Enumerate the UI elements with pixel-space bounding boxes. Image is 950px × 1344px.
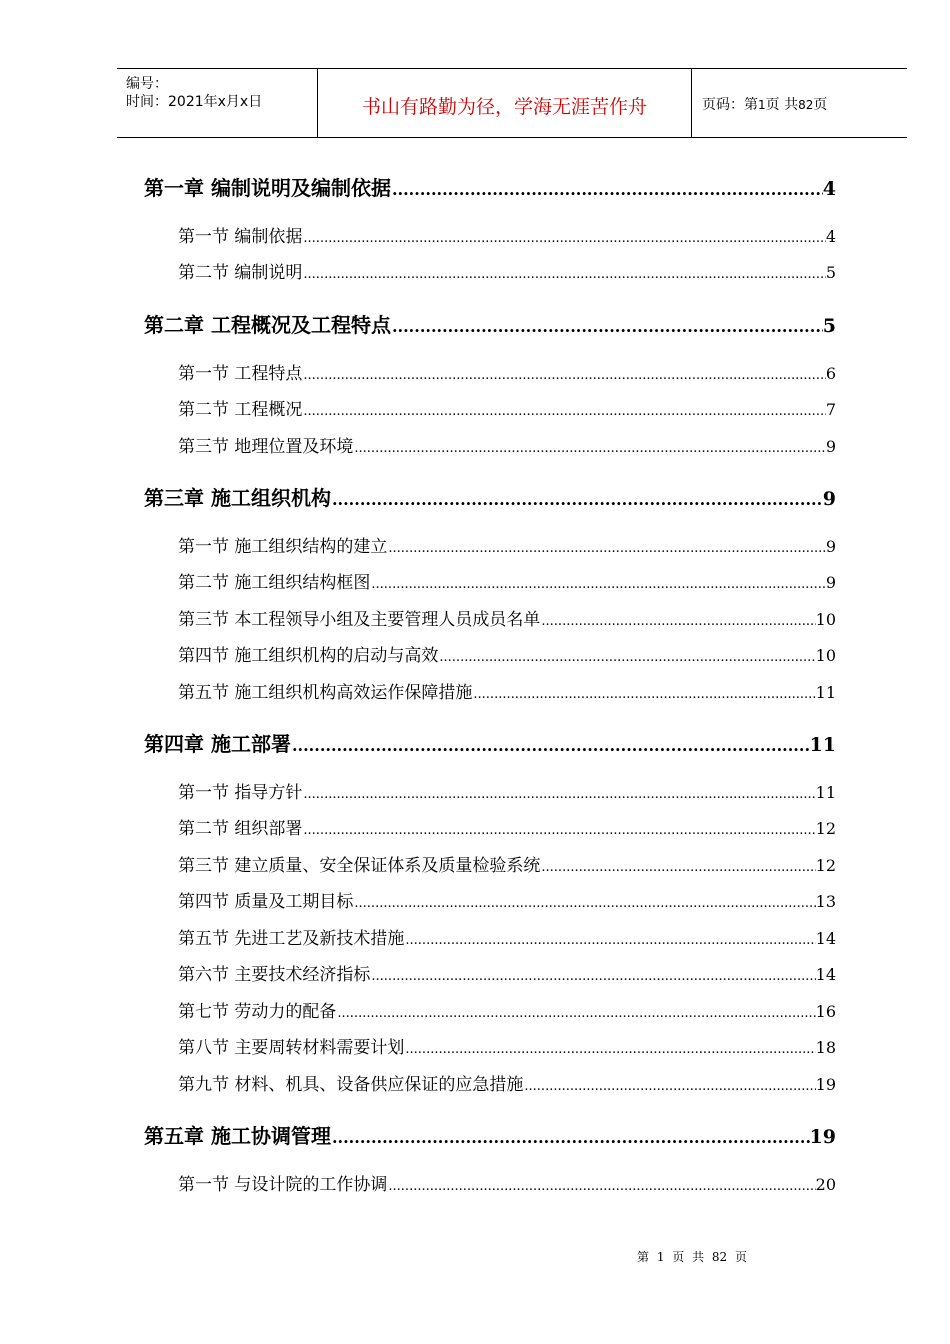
- toc-dot-leader: [473, 687, 815, 702]
- toc-chapter-entry[interactable]: [144, 309, 836, 338]
- toc-entry-page: 19: [815, 1075, 836, 1094]
- toc-section-entry[interactable]: [178, 1070, 836, 1095]
- toc-dot-leader: [303, 368, 825, 383]
- document-time-label: 时间：2021年x月x日: [126, 94, 263, 110]
- toc-dot-leader: [541, 860, 815, 875]
- toc-dot-leader: [332, 1128, 810, 1147]
- toc-entry-page: 10: [815, 646, 836, 665]
- toc-entry-page: 19: [809, 1126, 836, 1148]
- toc-entry-title: 第五节 先进工艺及新技术措施: [178, 929, 405, 949]
- toc-dot-leader: [303, 787, 815, 802]
- toc-entry-title: 第三节 本工程领导小组及主要管理人员成员名单: [178, 610, 541, 630]
- toc-dot-leader: [371, 969, 815, 984]
- toc-entry-page: 16: [815, 1002, 836, 1021]
- toc-section-entry[interactable]: [178, 641, 836, 666]
- toc-entry-title: 第二节 组织部署: [178, 819, 303, 839]
- toc-entry-title: 第六节 主要技术经济指标: [178, 965, 371, 985]
- toc-dot-leader: [392, 180, 823, 199]
- toc-entry-page: 13: [815, 892, 836, 911]
- toc-entry-title: 第二章 工程概况及工程特点: [144, 313, 391, 337]
- toc-entry-page: 9: [822, 488, 836, 510]
- toc-dot-leader: [332, 490, 823, 509]
- toc-dot-leader: [303, 231, 825, 246]
- toc-chapter-entry[interactable]: [144, 1120, 836, 1149]
- toc-dot-leader: [388, 541, 825, 556]
- header-page-current: 1: [758, 98, 766, 112]
- toc-entry-page: 5: [825, 263, 836, 282]
- toc-entry-title: 第五节 施工组织机构高效运作保障措施: [178, 683, 473, 703]
- toc-entry-title: 第三节 建立质量、安全保证体系及质量检验系统: [178, 856, 541, 876]
- toc-section-entry[interactable]: [178, 395, 836, 420]
- toc-dot-leader: [392, 317, 823, 336]
- toc-entry-page: 9: [825, 573, 836, 592]
- header-page-total: 82: [798, 98, 814, 112]
- toc-section-entry[interactable]: [178, 887, 836, 912]
- toc-section-entry[interactable]: [178, 924, 836, 949]
- toc-section-entry[interactable]: [178, 997, 836, 1022]
- toc-entry-title: 第二节 施工组织结构框图: [178, 573, 371, 593]
- toc-dot-leader: [524, 1079, 815, 1094]
- toc-entry-title: 第八节 主要周转材料需要计划: [178, 1038, 405, 1058]
- toc-entry-page: 11: [815, 783, 836, 802]
- toc-entry-title: 第九节 材料、机具、设备供应保证的应急措施: [178, 1075, 524, 1095]
- toc-entry-title: 第七节 劳动力的配备: [178, 1002, 337, 1022]
- toc-entry-page: 14: [815, 929, 836, 948]
- toc-entry-page: 20: [815, 1175, 836, 1194]
- toc-dot-leader: [303, 823, 815, 838]
- toc-entry-title: 第一节 与设计院的工作协调: [178, 1175, 388, 1195]
- toc-entry-page: 4: [822, 178, 836, 200]
- toc-entry-title: 第二节 工程概况: [178, 400, 303, 420]
- toc-dot-leader: [303, 404, 825, 419]
- toc-entry-title: 第三节 地理位置及环境: [178, 437, 354, 457]
- header-page-label: 页码：第: [702, 97, 758, 113]
- toc-entry-title: 第四节 质量及工期目标: [178, 892, 354, 912]
- toc-dot-leader: [405, 933, 815, 948]
- toc-section-entry[interactable]: [178, 851, 836, 876]
- toc-entry-page: 9: [825, 437, 836, 456]
- toc-section-entry[interactable]: [178, 532, 836, 557]
- toc-entry-page: 9: [825, 537, 836, 556]
- toc-dot-leader: [292, 736, 810, 755]
- toc-entry-page: 4: [825, 227, 836, 246]
- toc-entry-title: 第五章 施工协调管理: [144, 1124, 331, 1148]
- toc-entry-title: 第一节 工程特点: [178, 364, 303, 384]
- toc-entry-page: 10: [815, 610, 836, 629]
- toc-entry-title: 第四节 施工组织机构的启动与高效: [178, 646, 439, 666]
- toc-entry-title: 第一章 编制说明及编制依据: [144, 176, 391, 200]
- toc-section-entry[interactable]: [178, 568, 836, 593]
- header-page-end: 页: [813, 97, 828, 113]
- toc-section-entry[interactable]: [178, 258, 836, 283]
- toc-section-entry[interactable]: [178, 778, 836, 803]
- toc-dot-leader: [354, 441, 825, 456]
- toc-dot-leader: [337, 1006, 815, 1021]
- toc-section-entry[interactable]: [178, 678, 836, 703]
- toc-entry-page: 5: [822, 315, 836, 337]
- toc-section-entry[interactable]: [178, 605, 836, 630]
- toc-entry-page: 12: [815, 819, 836, 838]
- toc-section-entry[interactable]: [178, 1170, 836, 1195]
- toc-dot-leader: [388, 1179, 815, 1194]
- toc-dot-leader: [371, 577, 825, 592]
- toc-dot-leader: [405, 1042, 815, 1057]
- toc-section-entry[interactable]: [178, 960, 836, 985]
- toc-section-entry[interactable]: [178, 432, 836, 457]
- toc-section-entry[interactable]: [178, 359, 836, 384]
- toc-section-entry[interactable]: [178, 814, 836, 839]
- toc-entry-title: 第一节 指导方针: [178, 783, 303, 803]
- header-page-mid: 页 共: [765, 97, 799, 113]
- toc-entry-page: 14: [815, 965, 836, 984]
- header-motto: 书山有路勤为径，学海无涯苦作舟: [361, 96, 647, 118]
- toc-entry-title: 第三章 施工组织机构: [144, 486, 331, 510]
- toc-entry-page: 11: [809, 734, 836, 756]
- toc-dot-leader: [541, 614, 815, 629]
- toc-chapter-entry[interactable]: [144, 728, 836, 757]
- toc-dot-leader: [354, 896, 815, 911]
- toc-entry-title: 第四章 施工部署: [144, 732, 291, 756]
- toc-entry-title: 第二节 编制说明: [178, 263, 303, 283]
- toc-chapter-entry[interactable]: [144, 172, 836, 201]
- document-number-label: 编号：: [126, 76, 168, 92]
- toc-section-entry[interactable]: [178, 1033, 836, 1058]
- toc-entry-page: 12: [815, 856, 836, 875]
- toc-chapter-entry[interactable]: [144, 482, 836, 511]
- page-footer: 第 1 页 共 82 页: [637, 1250, 747, 1264]
- toc-entry-title: 第一节 施工组织结构的建立: [178, 537, 388, 557]
- toc-entry-page: 18: [815, 1038, 836, 1057]
- toc-dot-leader: [303, 267, 825, 282]
- toc-entry-page: 7: [825, 400, 836, 419]
- toc-entry-page: 11: [815, 683, 836, 702]
- toc-section-entry[interactable]: [178, 222, 836, 247]
- toc-dot-leader: [439, 650, 815, 665]
- toc-entry-title: 第一节 编制依据: [178, 227, 303, 247]
- toc-entry-page: 6: [825, 364, 836, 383]
